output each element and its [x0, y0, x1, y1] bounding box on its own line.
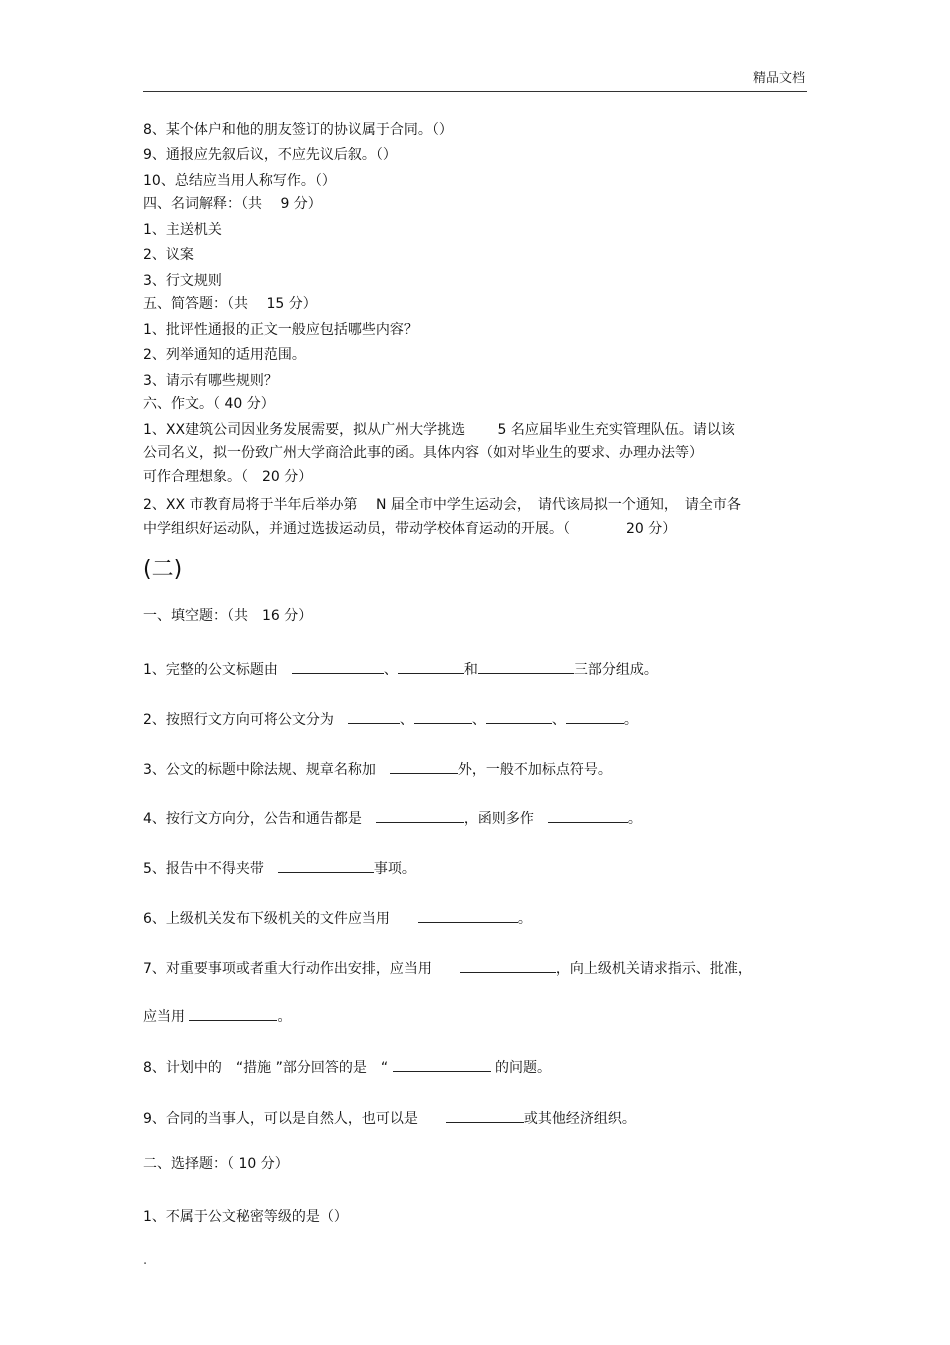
- essay-2-line-1: 2、XX 市教育局将于半年后举办第 N 届全市中学生运动会， 请代该局拟一个通知， 请全市各: [143, 497, 741, 513]
- fill-question-2: [143, 709, 638, 729]
- choice-section-title: 二、选择题：（ 10 分）: [143, 1156, 289, 1172]
- q6-text-2: 。: [517, 911, 532, 927]
- blank: [292, 659, 384, 674]
- essay-1-line-3: 可作合理想象。（ 20 分）: [143, 469, 313, 485]
- q2-end: 。: [623, 712, 638, 728]
- q3-text-2: 外，一般不加标点符号。: [457, 762, 612, 778]
- fill-question-7: [143, 958, 752, 978]
- blank: [486, 709, 552, 724]
- blank: [393, 1057, 491, 1072]
- part-2-heading: (二): [143, 557, 183, 582]
- page-header-label: 精品文档: [752, 71, 805, 86]
- q5-text-2: 事项。: [373, 861, 416, 877]
- fill-question-9: [143, 1108, 636, 1128]
- q9-text-2: 或其他经济组织。: [523, 1111, 636, 1127]
- blank: [414, 709, 472, 724]
- footer-mark: .: [143, 1253, 148, 1268]
- blank: [278, 858, 374, 873]
- fill-section-title: 一、填空题：（共 16 分）: [143, 608, 313, 624]
- q7-text-3: 应当用: [143, 1009, 190, 1025]
- fill-question-5: [143, 858, 416, 878]
- q7-text-1: 7、对重要事项或者重大行动作出安排，应当用: [143, 961, 460, 977]
- q1-text-1: 1、完整的公文标题由: [143, 662, 292, 678]
- short-answer-3: 3、请示有哪些规则？: [143, 373, 278, 389]
- term-item-3: 3、行文规则: [143, 273, 222, 289]
- blank: [566, 709, 624, 724]
- short-answer-2: 2、列举通知的适用范围。: [143, 347, 306, 363]
- essay-2-line-2: 中学组织好运动队，并通过选拔运动员，带动学校体育运动的开展。（ 20 分）: [143, 521, 677, 537]
- tf-item-10: 10、总结应当用人称写作。（）: [143, 173, 336, 189]
- tf-item-8: 8、某个体户和他的朋友签订的协议属于合同。（）: [143, 122, 453, 138]
- blank: [390, 759, 458, 774]
- q4-text-3: 。: [627, 811, 642, 827]
- q2-sep-1: 、: [399, 712, 414, 728]
- q7-text-4: 。: [277, 1009, 292, 1025]
- blank: [460, 958, 556, 973]
- tf-item-9: 9、通报应先叙后议，不应先议后叙。（）: [143, 147, 397, 163]
- blank: [398, 659, 464, 674]
- q2-sep-2: 、: [471, 712, 486, 728]
- q2-sep-3: 、: [551, 712, 566, 728]
- q4-text-2: ，函则多作: [463, 811, 548, 827]
- q1-text-3: 和: [463, 662, 478, 678]
- q2-text-1: 2、按照行文方向可将公文分为: [143, 712, 348, 728]
- q4-text-1: 4、按行文方向分，公告和通告都是: [143, 811, 376, 827]
- essay-1-line-2: 公司名义，拟一份致广州大学商洽此事的函。具体内容（如对毕业生的要求、办理办法等）: [143, 445, 703, 461]
- header-rule: [143, 91, 807, 92]
- q8-text-1: 8、计划中的 “措施 ”部分回答的是 “: [143, 1060, 393, 1076]
- term-item-2: 2、议案: [143, 247, 194, 263]
- fill-question-3: [143, 759, 612, 779]
- term-item-1: 1、主送机关: [143, 222, 222, 238]
- q5-text-1: 5、报告中不得夹带: [143, 861, 278, 877]
- blank: [446, 1108, 524, 1123]
- blank: [478, 659, 574, 674]
- fill-question-6: [143, 908, 532, 928]
- section-4-title: 四、名词解释：（共 9 分）: [143, 196, 322, 212]
- blank: [189, 1006, 277, 1021]
- section-6-title: 六、作文。（ 40 分）: [143, 396, 275, 412]
- short-answer-1: 1、批评性通报的正文一般应包括哪些内容？: [143, 322, 418, 338]
- q9-text-1: 9、合同的当事人，可以是自然人，也可以是: [143, 1111, 446, 1127]
- essay-1-line-1: 1、XX建筑公司因业务发展需要，拟从广州大学挑选 5 名应届毕业生充实管理队伍。请以该: [143, 422, 735, 438]
- blank: [376, 808, 464, 823]
- q1-text-2: 、: [383, 662, 398, 678]
- q6-text-1: 6、上级机关发布下级机关的文件应当用: [143, 911, 418, 927]
- fill-question-7-cont: [143, 1006, 291, 1026]
- choice-question-1: 1、不属于公文秘密等级的是（）: [143, 1209, 348, 1225]
- q7-text-2: ，向上级机关请求指示、批准，: [555, 961, 752, 977]
- blank: [348, 709, 400, 724]
- section-5-title: 五、简答题：（共 15 分）: [143, 296, 317, 312]
- q8-text-2: 的问题。: [490, 1060, 552, 1076]
- fill-question-4: [143, 808, 642, 828]
- blank: [548, 808, 628, 823]
- q1-text-4: 三部分组成。: [573, 662, 658, 678]
- blank: [418, 908, 518, 923]
- q3-text-1: 3、公文的标题中除法规、规章名称加: [143, 762, 390, 778]
- fill-question-1: [143, 659, 658, 679]
- fill-question-8: [143, 1057, 551, 1077]
